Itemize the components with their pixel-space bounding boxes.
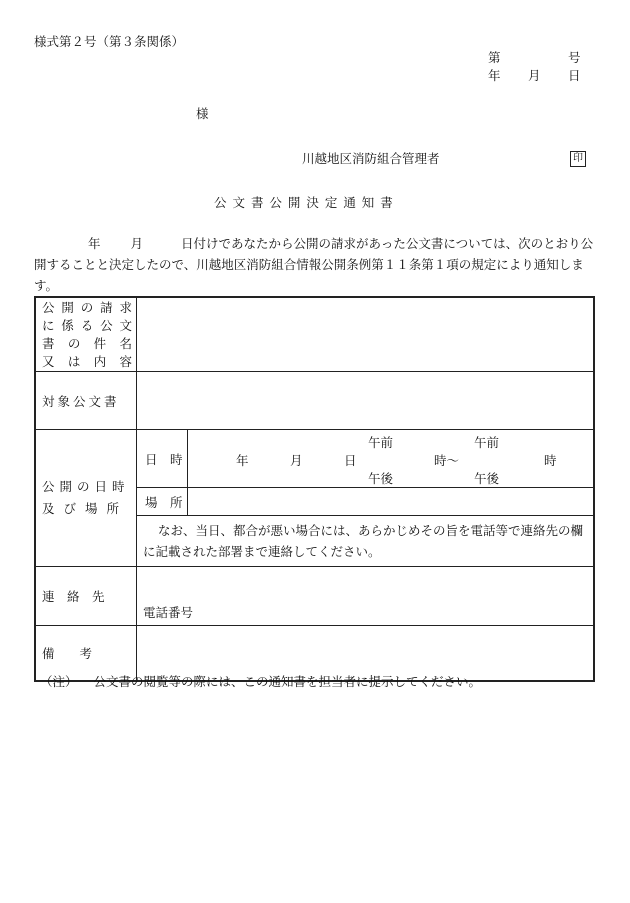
body-month: 月 bbox=[130, 236, 144, 251]
target-label: 対象公文書 bbox=[35, 372, 137, 430]
subject-value[interactable] bbox=[137, 297, 595, 372]
pm-start: 午後 bbox=[368, 471, 394, 486]
dt-year: 年 bbox=[236, 453, 249, 468]
date-year: 年 bbox=[488, 68, 501, 83]
body-text: 日付けであなたから公開の請求があった公文書については、次のとおり公開することと決定したので、川越地区消防組合情報公開条例第１１条第１項の規定により通知します。 bbox=[34, 236, 594, 293]
notice-table bbox=[34, 296, 595, 682]
datetime-value[interactable] bbox=[188, 430, 595, 488]
dt-day: 日 bbox=[344, 453, 357, 468]
doc-number-label: 第 bbox=[488, 50, 501, 65]
contact-value[interactable] bbox=[137, 567, 595, 626]
datetime-note: なお、当日、都合が悪い場合には、あらかじめその旨を電話等で連絡先の欄に記載された部署まで連絡してください。 bbox=[137, 516, 595, 567]
subject-label: 公 開 の 請 求 に 係 る 公 文 書 の 件 名 又 は 内 容 bbox=[35, 297, 137, 372]
date-month: 月 bbox=[528, 68, 541, 83]
document-title: 公 文 書 公 開 決 定 通 知 書 bbox=[214, 195, 394, 210]
place-sub-label: 場 所 bbox=[137, 488, 188, 516]
date-day: 日 bbox=[568, 68, 581, 83]
footnote-marker: （注） bbox=[40, 674, 78, 689]
place-value[interactable] bbox=[188, 488, 595, 516]
contact-label: 連 絡 先 bbox=[35, 567, 137, 626]
notice-body bbox=[34, 233, 598, 296]
addressee-suffix: 様 bbox=[196, 106, 209, 121]
am-end: 午前 bbox=[474, 435, 500, 450]
dt-month: 月 bbox=[290, 453, 303, 468]
phone-label: 電話番号 bbox=[143, 605, 194, 620]
footnote bbox=[40, 672, 481, 690]
datetime-sub-label: 日 時 bbox=[137, 430, 188, 488]
footnote-text: 公文書の閲覧等の際には、この通知書を担当者に提示してください。 bbox=[93, 674, 482, 689]
form-number: 様式第２号（第３条関係） bbox=[34, 34, 185, 49]
datetime-label: 公開の日時 及び場所 bbox=[35, 430, 137, 567]
am-start: 午前 bbox=[368, 435, 394, 450]
doc-number-suffix: 号 bbox=[568, 50, 581, 65]
issuer-name: 川越地区消防組合管理者 bbox=[302, 151, 440, 166]
body-year: 年 bbox=[88, 236, 101, 251]
seal-mark: 印 bbox=[570, 151, 586, 167]
target-value[interactable] bbox=[137, 372, 595, 430]
dt-hour-to: 時 bbox=[544, 453, 557, 468]
dt-hour-from: 時〜 bbox=[434, 453, 460, 468]
pm-end: 午後 bbox=[474, 471, 500, 486]
remarks-label: 備 考 bbox=[35, 626, 137, 682]
